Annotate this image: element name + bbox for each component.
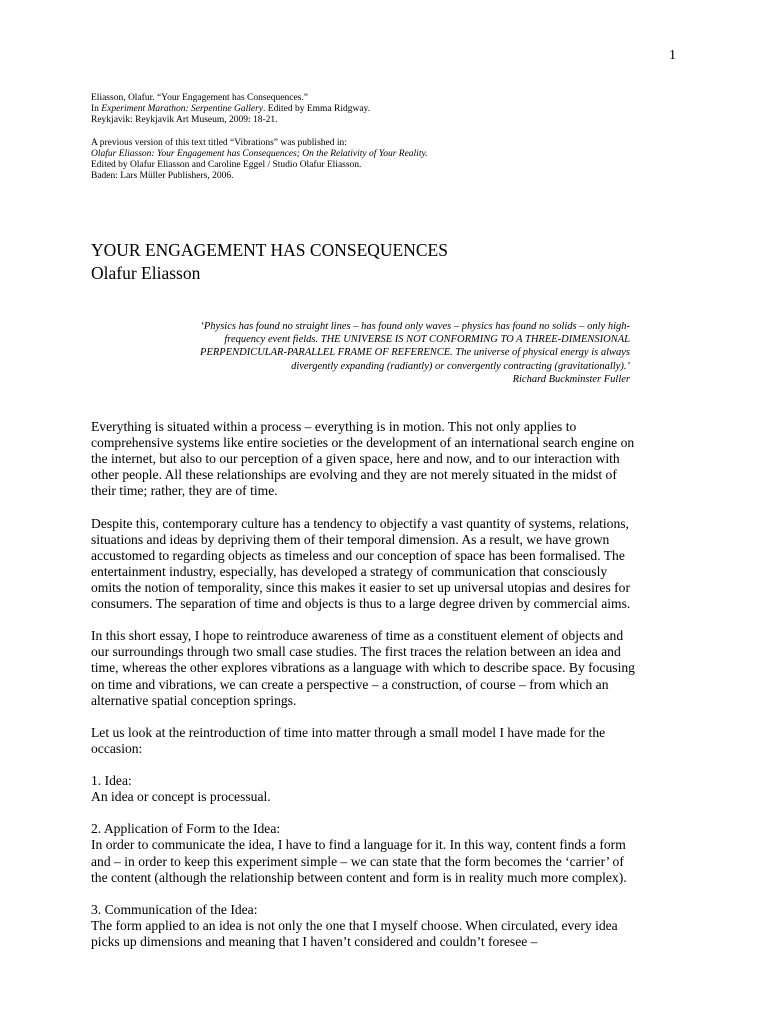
paragraph: The form applied to an idea is not only the one that I myself choose. When circulated, every idea picks up dimensions and meaning that I haven’t considered and couldn’t foresee – — [91, 917, 618, 949]
citation-line — [91, 104, 428, 115]
citation-book-title: Olafur Eliasson: Your Engagement has Consequences; On the Relativity of Your Reality. — [91, 148, 428, 159]
citation-line — [91, 149, 428, 160]
epigraph-line: ‘Physics has found no straight lines – has found only waves – physics has found no solids – only high- — [200, 321, 630, 332]
epigraph-line: frequency event fields. THE UNIVERSE IS NOT CONFORMING TO A THREE-DIMENSIONAL — [224, 334, 630, 346]
paragraph: In order to communicate the idea, I have to find a language for it. In this way, content finds a form and – in order to keep this experiment simple – we can state that the form becomes the ‘carrier’ of the content (although the relationship between content and form is in reality much more complex). — [91, 837, 627, 885]
epigraph — [150, 320, 630, 386]
paragraph: Despite this, contemporary culture has a tendency to objectify a vast quantity of systems, relations, situations and ideas by depriving them of their temporal dimension. As a result, we have grown accustomed to regarding objects as timeless and our conception of space has been formalised. The entertainment industry, especially, has developed a strategy of communication that consciously omits the notion of temporality, since this makes it easier to set up universal utopias and desires for consumers. The separation of time and objects is thus to a large degree driven by commercial aims. — [91, 515, 631, 612]
citation-source-title: Experiment Marathon: Serpentine Gallery — [101, 104, 264, 115]
title-block — [91, 240, 448, 284]
epigraph-line: PERPENDICULAR-PARALLEL FRAME OF REFERENCE. The universe of physical energy is always — [200, 347, 630, 359]
document-author: Olafur Eliasson — [91, 263, 201, 283]
section-heading: 1. Idea: — [91, 773, 132, 789]
epigraph-attribution: Richard Buckminster Fuller — [512, 373, 630, 385]
paragraph: An idea or concept is processual. — [91, 789, 271, 805]
spacer — [91, 127, 428, 138]
citation-suffix: . Edited by Emma Ridgway. — [263, 104, 371, 115]
paragraph: Let us look at the reintroduction of time into matter through a small model I have made for the occasion: — [91, 724, 606, 756]
citation-block — [91, 93, 428, 182]
citation-line: Reykjavik: Reykjavik Art Museum, 2009: 18-21. — [91, 115, 278, 126]
section-heading: 3. Communication of the Idea: — [91, 901, 258, 917]
paragraph: In this short essay, I hope to reintroduce awareness of time as a constituent element of objects and our surroundings through two small case studies. The first traces the relation between an idea and time, whereas the other explores vibrations as a language with which to describe space. By focusing on time and vibrations, we can create a perspective – a construction, of course – from which an alternative spatial conception springs. — [91, 628, 635, 708]
document-title: YOUR ENGAGEMENT HAS CONSEQUENCES — [91, 240, 448, 260]
citation-prefix: In — [91, 104, 102, 115]
citation-line: Baden: Lars Müller Publishers, 2006. — [91, 171, 234, 182]
section-heading: 2. Application of Form to the Idea: — [91, 821, 281, 837]
page-number: 1 — [669, 48, 676, 63]
paragraph: Everything is situated within a process – everything is in motion. This not only applies to comprehensive systems like entire societies or the development of an international search engine on the internet, but also to our perception of a given space, here and now, and to our interaction with other people. All these relationships are evolving and they are not merely situated in the midst of their time; rather, they are of time. — [91, 419, 635, 499]
citation-line: Edited by Olafur Eliasson and Caroline Eggel / Studio Olafur Eliasson. — [91, 160, 362, 171]
citation-line: A previous version of this text titled “Vibrations” was published in: — [91, 137, 347, 148]
citation-line: Eliasson, Olafur. “Your Engagement has Consequences.” — [91, 93, 308, 103]
body-text — [91, 419, 639, 950]
epigraph-line: divergently expanding (radiantly) or convergently contracting (gravitationally).’ — [291, 360, 630, 372]
